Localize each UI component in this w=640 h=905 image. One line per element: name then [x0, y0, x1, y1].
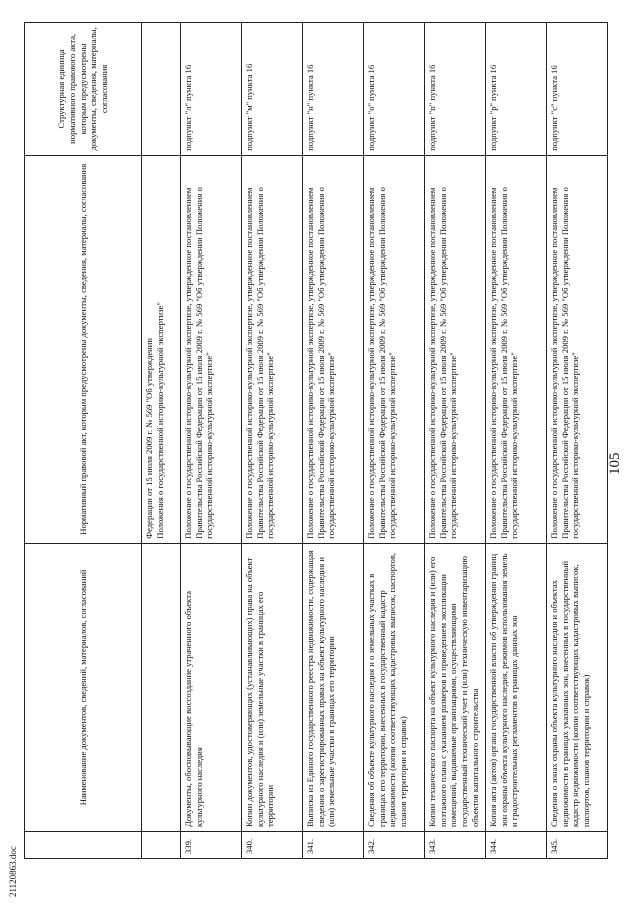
table-row-continuation — [142, 23, 181, 859]
table-row — [303, 23, 364, 859]
row-legal-act: Положение о государственной историко-культурной экспертизе, утвержденное постановлением Правительства Российской Федерации от 15 июля 2009 г. № 569 "Об утверждении Положения о государственной историко-культурной экспертизе" — [547, 155, 608, 543]
row-structural-unit: подпункт "о" пункта 16 — [364, 23, 425, 156]
cell-law-continuation — [142, 155, 181, 543]
table-header-row — [25, 23, 142, 859]
row-legal-act: Положение о государственной историко-культурной экспертизе, утвержденное постановлением Правительства Российской Федерации от 15 июля 2009 г. № 569 "Об утверждении Положения о государственной историко-культурной экспертизе" — [425, 155, 486, 543]
table-row — [425, 23, 486, 859]
row-structural-unit: подпункт "н" пункта 16 — [303, 23, 364, 156]
requirements-table — [24, 22, 608, 859]
header-number-cell — [25, 832, 142, 859]
row-number: 345. — [547, 832, 608, 859]
row-document-name: Сведения об объекте культурного наследия и о земельных участках в границах его территории, внесенных в государственный кадастр недвижимости (копии соответствующих кадастровых выписок, паспортов, планов территории и справок) — [364, 543, 425, 831]
row-document-name: Копия акта (актов) органа государственной власти об утверждении границ зон охраны объекта культурного наследия, режимов использования земель и градостроительных регламентов в границах данных зон — [486, 543, 547, 831]
row-number: 340. — [242, 832, 303, 859]
table-row — [181, 23, 242, 859]
row-number: 343. — [425, 832, 486, 859]
row-document-name: Выписка из Единого государственного реестра недвижимости, содержащая сведения о зарегистрированных правах на объект культурного наследия и (или) земельные участки в границах его территории — [303, 543, 364, 831]
row-structural-unit: подпункт "м" пункта 16 — [242, 23, 303, 156]
table-row — [364, 23, 425, 859]
law-continuation-line: Положения о государственной историко-культурной экспертизе" — [154, 302, 165, 539]
row-number: 341. — [303, 832, 364, 859]
row-legal-act: Положение о государственной историко-культурной экспертизе, утвержденное постановлением Правительства Российской Федерации от 15 июля 2009 г. № 569 "Об утверждении Положения о государственной историко-культурной экспертизе" — [242, 155, 303, 543]
cell-empty — [142, 23, 181, 156]
document-id: 21120863.doc — [8, 846, 18, 897]
row-structural-unit: подпункт "р" пункта 16 — [486, 23, 547, 156]
header-legal-act: Нормативный правовой акт, которым предусмотрены документы, сведения, материалы, согласования — [25, 155, 142, 543]
cell-empty — [142, 832, 181, 859]
cell-empty — [142, 543, 181, 831]
row-legal-act: Положение о государственной историко-культурной экспертизе, утвержденное постановлением Правительства Российской Федерации от 15 июля 2009 г. № 569 "Об утверждении Положения о государственной историко-культурной экспертизе" — [364, 155, 425, 543]
row-document-name: Копии документов, удостоверяющих (устанавливающих) права на объект культурного наследия и (или) земельные участки в границах его территории — [242, 543, 303, 831]
row-structural-unit: подпункт "п" пункта 16 — [425, 23, 486, 156]
row-structural-unit: подпункт "с" пункта 16 — [547, 23, 608, 156]
row-legal-act: Положение о государственной историко-культурной экспертизе, утвержденное постановлением Правительства Российской Федерации от 15 июля 2009 г. № 569 "Об утверждении Положения о государственной историко-культурной экспертизе" — [303, 155, 364, 543]
row-legal-act: Положение о государственной историко-культурной экспертизе, утвержденное постановлением Правительства Российской Федерации от 15 июля 2009 г. № 569 "Об утверждении Положения о государственной историко-культурной экспертизе" — [181, 155, 242, 543]
row-number: 342. — [364, 832, 425, 859]
table-row — [486, 23, 547, 859]
row-structural-unit: подпункт "л" пункта 16 — [181, 23, 242, 156]
row-document-name: Документы, обосновывающие воссоздание утраченного объекта культурного наследия — [181, 543, 242, 831]
row-number: 344. — [486, 832, 547, 859]
header-structural-unit: Структурная единица нормативного правового акта, которым предусмотрены документы, сведения, материалы, согласования — [25, 23, 142, 156]
table-row — [242, 23, 303, 859]
row-legal-act: Положение о государственной историко-культурной экспертизе, утвержденное постановлением Правительства Российской Федерации от 15 июля 2009 г. № 569 "Об утверждении Положения о государственной историко-культурной экспертизе" — [486, 155, 547, 543]
header-document-name: Наименование документов, сведений, материалов, согласований — [25, 543, 142, 831]
table-row — [547, 23, 608, 859]
row-number: 339. — [181, 832, 242, 859]
row-document-name: Сведения о зонах охраны объекта культурного наследия и объектах недвижимости в границах указанных зон, внесенных в государственный кадастр недвижимости (копии соответствующих кадастровых выписок, паспортов, планов территории и справок) — [547, 543, 608, 831]
law-continuation-line: Федерации от 15 июля 2009 г. № 569 "Об утверждении — [144, 338, 154, 539]
page-number: 105 — [607, 452, 623, 475]
row-document-name: Копии технического паспорта на объект культурного наследия и (или) его поэтажного плана с указанием размеров и приведением экспликации помещений, выдаваемые организациями, осуществляющими государственный технический учет и (или) техническую инвентаризацию объектов капитального строительства — [425, 543, 486, 831]
